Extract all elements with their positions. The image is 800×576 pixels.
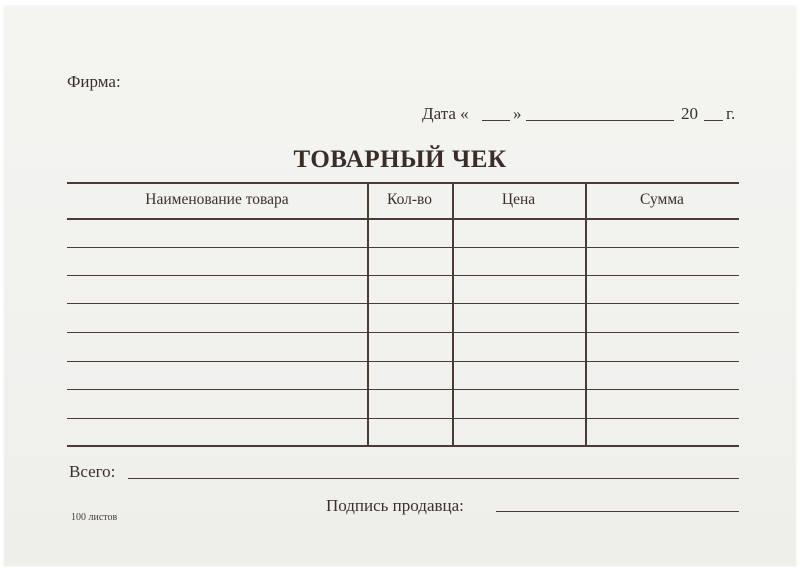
table-bottom-border	[67, 445, 739, 447]
document-title: ТОВАРНЫЙ ЧЕК	[293, 146, 507, 173]
items-table	[67, 182, 739, 447]
date-quote-close: »	[513, 104, 522, 123]
table-row[interactable]	[67, 247, 739, 248]
table-row[interactable]	[67, 275, 739, 276]
column-header-name: Наименование товара	[145, 191, 289, 208]
table-row[interactable]	[67, 389, 739, 390]
column-header-price: Цена	[501, 191, 536, 208]
date-year-field[interactable]	[704, 120, 723, 121]
total-field[interactable]	[128, 478, 739, 479]
column-divider	[367, 182, 369, 447]
table-row[interactable]	[67, 303, 739, 304]
firm-label: Фирма:	[67, 72, 121, 91]
table-row[interactable]	[67, 418, 739, 419]
signature-label: Подпись продавца:	[326, 496, 464, 515]
column-divider	[452, 182, 454, 447]
table-row[interactable]	[67, 332, 739, 333]
year-prefix: 20	[681, 104, 698, 123]
sheets-note: 100 листов	[71, 512, 118, 523]
table-header-bottom	[67, 218, 739, 220]
total-label: Всего:	[69, 462, 116, 481]
date-label: Дата «	[422, 104, 469, 123]
date-day-field[interactable]	[482, 120, 510, 121]
column-header-qty: Кол-во	[387, 191, 432, 208]
table-top-border	[67, 182, 739, 184]
signature-field[interactable]	[496, 511, 739, 512]
column-divider	[585, 182, 587, 447]
column-header-sum: Сумма	[640, 191, 684, 208]
date-month-field[interactable]	[526, 120, 674, 121]
year-suffix: г.	[726, 104, 736, 123]
table-row[interactable]	[67, 361, 739, 362]
